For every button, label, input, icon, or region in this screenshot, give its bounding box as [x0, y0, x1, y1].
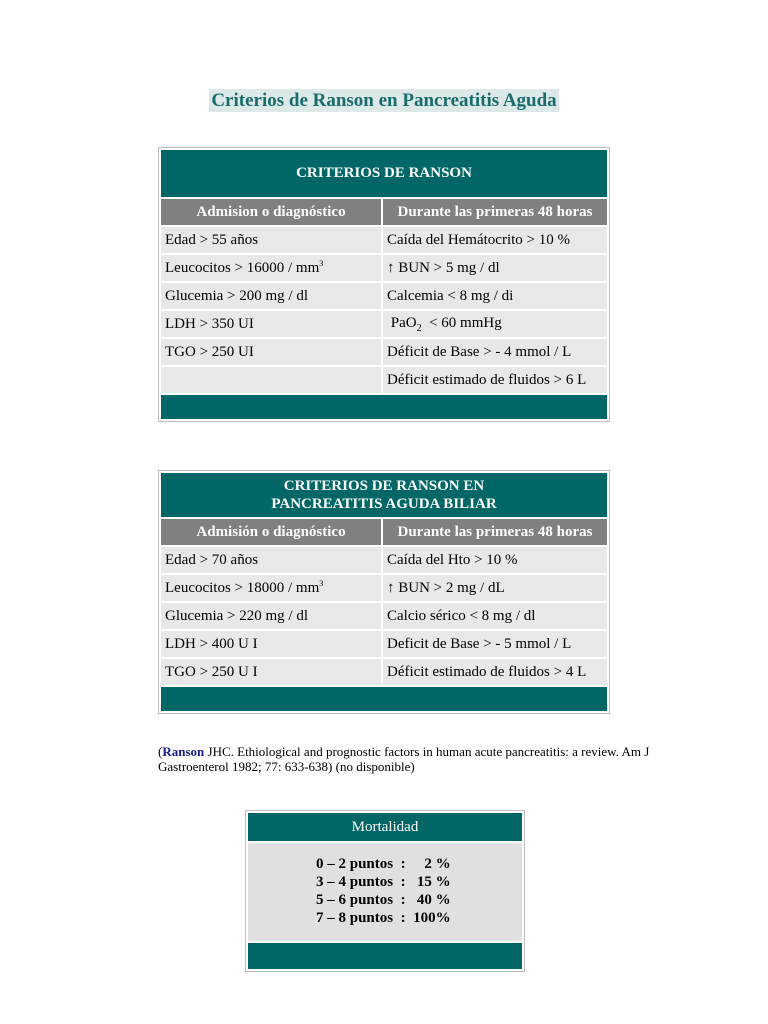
- table1-col1-header: Admision o diagnóstico: [161, 199, 381, 225]
- table2-footer: [161, 687, 607, 711]
- table1-cell: PaO$_2$ < 60 mmHg: [383, 311, 607, 337]
- table-row: [161, 283, 607, 309]
- table-row: [161, 339, 607, 365]
- table1-cell: Glucemia > 200 mg / dl: [161, 283, 381, 309]
- mortality-body: [248, 843, 522, 941]
- page-title: [0, 90, 768, 112]
- table2-cell: Glucemia > 220 mg / dl: [161, 603, 381, 629]
- table2-cell: Deficit de Base > - 5 mmol / L: [383, 631, 607, 657]
- table1-title: CRITERIOS DE RANSON: [161, 150, 607, 197]
- ranson-reference-link[interactable]: Ranson: [162, 744, 205, 759]
- table1-cell: ↑ BUN > 5 mg / dl: [383, 255, 607, 281]
- table2-col1-header: Admisión o diagnóstico: [161, 519, 381, 545]
- subscript: 2: [416, 322, 422, 334]
- table2-cell: LDH > 400 U I: [161, 631, 381, 657]
- mortality-title: Mortalidad: [248, 813, 522, 841]
- page-title-text: Criterios de Ranson en Pancreatitis Aguda: [211, 90, 557, 111]
- table1-footer: [161, 395, 607, 419]
- table2-col2-header: Durante las primeras 48 horas: [383, 519, 607, 545]
- table1-cell: [161, 367, 381, 393]
- mortality-row: 7 – 8 puntos : 100%: [316, 910, 451, 926]
- ranson-biliary-criteria-table: [158, 470, 610, 714]
- table-row: [161, 367, 607, 393]
- table1-cell: Calcemia < 8 mg / di: [383, 283, 607, 309]
- table-row: [161, 603, 607, 629]
- table-row: [161, 255, 607, 281]
- mortality-row: 5 – 6 puntos : 40 %: [316, 892, 451, 908]
- table1-cell: Edad > 55 años: [161, 227, 381, 253]
- table-row: [161, 631, 607, 657]
- table1-cell: Déficit estimado de fluidos > 6 L: [383, 367, 607, 393]
- table2-cell: ↑ BUN > 2 mg / dL: [383, 575, 607, 601]
- table2-cell: TGO > 250 U I: [161, 659, 381, 685]
- table-row: [161, 575, 607, 601]
- table-row: [161, 227, 607, 253]
- table1-cell: Caída del Hemátocrito > 10 %: [383, 227, 607, 253]
- table1-col2-header: Durante las primeras 48 horas: [383, 199, 607, 225]
- table1-cell: TGO > 250 UI: [161, 339, 381, 365]
- reference-text: JHC. Ethiological and prognostic factors in human acute pancreatitis: a review. Am J Gastroenterol 1982; 77: 633-638) (no disponible): [158, 744, 650, 774]
- mortality-table: [245, 810, 525, 972]
- table2-title: CRITERIOS DE RANSON EN PANCREATITIS AGUDA BILIAR: [161, 473, 607, 517]
- table2-cell: Déficit estimado de fluidos > 4 L: [383, 659, 607, 685]
- superscript: 3: [319, 259, 324, 268]
- mortality-row: 0 – 2 puntos : 2 %: [316, 856, 451, 872]
- mortality-row: 3 – 4 puntos : 15 %: [316, 874, 451, 890]
- table1-cell: Leucocitos > $16000 / mm^3$: [161, 255, 381, 281]
- ranson-criteria-table: [158, 147, 610, 422]
- table-row: [161, 311, 607, 337]
- table-row: [161, 659, 607, 685]
- mortality-footer: [248, 943, 522, 969]
- table2-cell: Edad > 70 años: [161, 547, 381, 573]
- table2-cell: Leucocitos > $18000 / mm^3$: [161, 575, 381, 601]
- table1-cell: Déficit de Base > - 4 mmol / L: [383, 339, 607, 365]
- reference-citation: (Ranson JHC. Ethiological and prognostic factors in human acute pancreatitis: a review. Am J Gastroenterol 1982; 77: 633-638) (no disponible): [158, 744, 650, 774]
- superscript: 3: [319, 579, 324, 588]
- table2-cell: Calcio sérico < 8 mg / dl: [383, 603, 607, 629]
- table2-cell: Caída del Hto > 10 %: [383, 547, 607, 573]
- table1-cell: LDH > 350 UI: [161, 311, 381, 337]
- table-row: [161, 547, 607, 573]
